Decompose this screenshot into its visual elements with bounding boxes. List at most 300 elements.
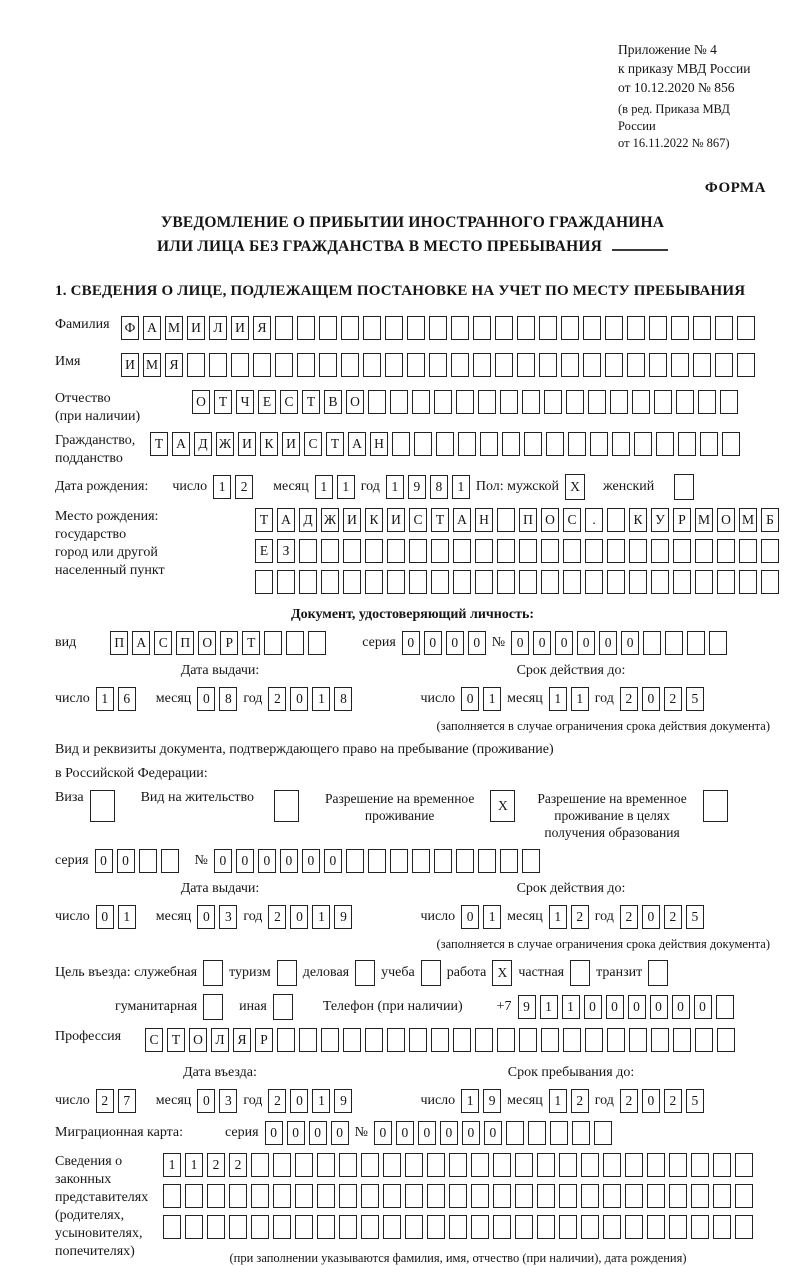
- char-box: 0: [290, 1089, 308, 1113]
- char-box: [500, 390, 518, 414]
- profession-row: [55, 1028, 770, 1059]
- box-group: [268, 1089, 352, 1113]
- char-box: 1: [483, 687, 501, 711]
- char-box: О: [198, 631, 216, 655]
- box-group: [192, 390, 738, 414]
- label: месяц: [155, 691, 192, 706]
- checkbox: [274, 790, 299, 822]
- residence-doc-intro-1: [55, 742, 770, 758]
- box-rows: [121, 316, 755, 347]
- ref-line: к приказу МВД России: [618, 61, 751, 76]
- char-box: Р: [220, 631, 238, 655]
- char-box: [590, 432, 608, 456]
- char-box: 0: [197, 687, 215, 711]
- box-group: [110, 631, 326, 655]
- label: год: [594, 691, 614, 706]
- char-box: 0: [424, 631, 442, 655]
- char-box: У: [651, 508, 669, 532]
- char-box: А: [277, 508, 295, 532]
- box-rows: [192, 390, 738, 426]
- char-box: 2: [229, 1153, 247, 1177]
- char-box: [537, 1184, 555, 1208]
- char-box: [563, 570, 581, 594]
- char-box: [229, 1215, 247, 1239]
- char-box: М: [165, 316, 183, 340]
- label: серия: [362, 635, 396, 650]
- char-box: [544, 390, 562, 414]
- char-box: [493, 1153, 511, 1177]
- char-box: 0: [236, 849, 254, 873]
- char-box: 0: [302, 849, 320, 873]
- label: Дата рождения:: [55, 479, 149, 494]
- box-group: [511, 631, 727, 655]
- char-box: [431, 1028, 449, 1052]
- char-box: А: [453, 508, 471, 532]
- char-box: 0: [197, 1089, 215, 1113]
- char-box: [737, 316, 755, 340]
- char-box: [299, 1028, 317, 1052]
- label: Цель въезда: служебная: [55, 965, 198, 980]
- char-box: [361, 1215, 379, 1239]
- char-box: [449, 1153, 467, 1177]
- char-box: 0: [468, 631, 486, 655]
- char-box: [493, 1215, 511, 1239]
- char-box: [339, 1153, 357, 1177]
- char-box: Я: [165, 353, 183, 377]
- char-box: [698, 390, 716, 414]
- char-box: 1: [96, 687, 114, 711]
- char-box: 0: [324, 849, 342, 873]
- char-box: 2: [664, 687, 682, 711]
- box-group: [674, 474, 694, 500]
- char-box: [295, 1215, 313, 1239]
- box-group: [203, 994, 223, 1020]
- char-box: 0: [197, 905, 215, 929]
- char-box: [647, 1184, 665, 1208]
- char-box: Ж: [216, 432, 234, 456]
- char-box: [299, 570, 317, 594]
- char-box: И: [238, 432, 256, 456]
- char-box: С: [280, 390, 298, 414]
- char-box: [185, 1184, 203, 1208]
- char-box: [412, 390, 430, 414]
- char-box: [363, 353, 381, 377]
- char-box: [209, 353, 227, 377]
- doc-dates-row: [55, 687, 770, 711]
- section-1-heading: 1. СВЕДЕНИЯ О ЛИЦЕ, ПОДЛЕЖАЩЕМ ПОСТАНОВКЕ НА УЧЕТ ПО МЕСТУ ПРЕБЫВАНИЯ: [55, 283, 746, 299]
- label: месяц: [155, 909, 192, 924]
- char-box: [647, 1215, 665, 1239]
- char-box: 1: [337, 475, 355, 499]
- label: серия: [225, 1125, 259, 1140]
- char-box: [495, 353, 513, 377]
- char-box: П: [176, 631, 194, 655]
- permit-validity-note: [55, 937, 770, 952]
- char-box: [585, 1028, 603, 1052]
- char-box: И: [343, 508, 361, 532]
- label: иная: [239, 999, 267, 1014]
- char-box: И: [231, 316, 249, 340]
- char-box: [651, 1028, 669, 1052]
- legal-representatives-row: [55, 1153, 770, 1266]
- purpose-extra-phone-row: [55, 994, 770, 1020]
- char-box: [185, 1215, 203, 1239]
- char-box: [297, 353, 315, 377]
- checkbox: [674, 474, 694, 500]
- char-box: [559, 1153, 577, 1177]
- char-box: Т: [167, 1028, 185, 1052]
- char-box: [429, 316, 447, 340]
- char-box: 3: [219, 905, 237, 929]
- char-box: [383, 1215, 401, 1239]
- label: число: [55, 691, 90, 706]
- char-box: 2: [571, 1089, 589, 1113]
- label: №: [194, 853, 208, 868]
- char-box: 1: [312, 905, 330, 929]
- char-box: [385, 316, 403, 340]
- char-box: 0: [290, 687, 308, 711]
- label: Место рождения: государство город или другой населенный пункт: [55, 509, 165, 578]
- char-box: О: [346, 390, 364, 414]
- label: Профессия: [55, 1029, 122, 1044]
- char-box: [506, 1121, 524, 1145]
- char-box: [643, 631, 661, 655]
- char-box: 0: [672, 995, 690, 1019]
- char-box: [295, 1153, 313, 1177]
- char-box: [161, 849, 179, 873]
- box-group: [90, 790, 115, 822]
- char-box: [139, 849, 157, 873]
- checkbox: [90, 790, 115, 822]
- label: Телефон (при наличии): [322, 999, 463, 1014]
- char-box: [713, 1153, 731, 1177]
- char-box: Я: [253, 316, 271, 340]
- char-box: [273, 1184, 291, 1208]
- char-box: А: [172, 432, 190, 456]
- char-box: [409, 1028, 427, 1052]
- char-box: 0: [694, 995, 712, 1019]
- entry-dates-heading: [55, 1065, 770, 1081]
- char-box: [317, 1153, 335, 1177]
- char-box: [673, 1028, 691, 1052]
- char-box: Т: [214, 390, 232, 414]
- box-group: [374, 1121, 612, 1145]
- char-box: 6: [118, 687, 136, 711]
- char-box: [365, 1028, 383, 1052]
- char-box: И: [282, 432, 300, 456]
- char-box: [566, 390, 584, 414]
- char-box: [559, 1184, 577, 1208]
- char-box: Ж: [321, 508, 339, 532]
- char-box: [651, 539, 669, 563]
- char-box: 1: [452, 475, 470, 499]
- box-group: [197, 1089, 237, 1113]
- box-group: [163, 1153, 753, 1177]
- char-box: [669, 1184, 687, 1208]
- box-group: [461, 1089, 501, 1113]
- char-box: [629, 570, 647, 594]
- char-box: 1: [549, 1089, 567, 1113]
- char-box: 0: [650, 995, 668, 1019]
- checkbox: [203, 960, 223, 986]
- char-box: [475, 539, 493, 563]
- char-box: [612, 432, 630, 456]
- char-box: 2: [268, 1089, 286, 1113]
- char-box: [497, 508, 515, 532]
- box-group: [274, 790, 299, 822]
- char-box: 0: [402, 631, 420, 655]
- char-box: [522, 390, 540, 414]
- char-box: [295, 1184, 313, 1208]
- box-group: [150, 432, 740, 456]
- entry-dates-row: [55, 1089, 770, 1113]
- char-box: О: [189, 1028, 207, 1052]
- char-box: 0: [265, 1121, 283, 1145]
- box-group: [96, 1089, 136, 1113]
- char-box: 2: [620, 905, 638, 929]
- box-group: [268, 687, 352, 711]
- char-box: Е: [258, 390, 276, 414]
- char-box: Л: [211, 1028, 229, 1052]
- char-box: К: [260, 432, 278, 456]
- char-box: [502, 432, 520, 456]
- label: год: [243, 691, 263, 706]
- box-group: [95, 849, 179, 873]
- char-box: [550, 1121, 568, 1145]
- box-group: [570, 960, 590, 986]
- char-box: Д: [299, 508, 317, 532]
- label: год: [243, 909, 263, 924]
- char-box: [519, 1028, 537, 1052]
- char-box: 1: [461, 1089, 479, 1113]
- char-box: [385, 353, 403, 377]
- char-box: [671, 316, 689, 340]
- char-box: [363, 316, 381, 340]
- label: (заполняется в случае ограничения срока действия документа): [436, 937, 770, 951]
- char-box: П: [110, 631, 128, 655]
- label: месяц: [507, 691, 543, 706]
- char-box: [493, 1184, 511, 1208]
- note: (при заполнении указываются фамилия, имя, отчество (при наличии), дата рождения): [229, 1251, 687, 1265]
- residence-doc-checkboxes: [55, 790, 770, 841]
- char-box: [583, 316, 601, 340]
- char-box: [405, 1184, 423, 1208]
- char-box: 9: [334, 905, 352, 929]
- char-box: [691, 1215, 709, 1239]
- char-box: 0: [484, 1121, 502, 1145]
- box-group: [703, 790, 728, 822]
- char-box: [715, 316, 733, 340]
- char-box: 5: [686, 1089, 704, 1113]
- title-line-2: ИЛИ ЛИЦА БЕЗ ГРАЖДАНСТВА В МЕСТО ПРЕБЫВАНИЯ: [55, 235, 770, 259]
- checkbox: [273, 994, 293, 1020]
- char-box: [515, 1153, 533, 1177]
- char-box: 2: [620, 1089, 638, 1113]
- char-box: [627, 316, 645, 340]
- char-box: [277, 570, 295, 594]
- char-box: С: [563, 508, 581, 532]
- char-box: [436, 432, 454, 456]
- char-box: Р: [673, 508, 691, 532]
- box-group: [265, 1121, 349, 1145]
- box-group: [492, 960, 512, 986]
- char-box: [339, 1215, 357, 1239]
- char-box: Т: [242, 631, 260, 655]
- char-box: 0: [628, 995, 646, 1019]
- char-box: [321, 539, 339, 563]
- box-rows: [163, 1153, 753, 1266]
- char-box: [407, 316, 425, 340]
- char-box: [519, 570, 537, 594]
- box-group: [273, 994, 293, 1020]
- char-box: [693, 353, 711, 377]
- label: число: [420, 909, 456, 924]
- char-box: [629, 539, 647, 563]
- char-box: [453, 1028, 471, 1052]
- label: Разрешение на временное проживание: [324, 791, 475, 823]
- char-box: 0: [96, 905, 114, 929]
- char-box: Н: [475, 508, 493, 532]
- char-box: [528, 1121, 546, 1145]
- label: месяц: [273, 479, 309, 494]
- migration-card-row: [55, 1121, 770, 1145]
- box-group: [315, 475, 355, 499]
- checkbox: X: [490, 790, 515, 822]
- char-box: И: [187, 316, 205, 340]
- label: Разрешение на временное проживание в целях получения образования: [537, 791, 687, 840]
- char-box: [537, 1215, 555, 1239]
- label: год: [594, 909, 614, 924]
- char-box: [456, 849, 474, 873]
- char-box: [541, 1028, 559, 1052]
- char-box: [275, 353, 293, 377]
- doc-validity-note: [55, 719, 770, 734]
- char-box: 0: [461, 687, 479, 711]
- char-box: [251, 1215, 269, 1239]
- label: Документ, удостоверяющий личность:: [290, 607, 535, 622]
- label: Фамилия: [55, 317, 110, 332]
- box-group: [461, 687, 501, 711]
- label: Вид и реквизиты документа, подтверждающего право на пребывание (проживание): [55, 742, 554, 757]
- box-group: [121, 353, 755, 377]
- char-box: [561, 353, 579, 377]
- label: число: [55, 909, 90, 924]
- label: частная: [518, 965, 565, 980]
- char-box: [695, 570, 713, 594]
- char-box: 1: [312, 1089, 330, 1113]
- char-box: [715, 353, 733, 377]
- char-box: [480, 432, 498, 456]
- char-box: [343, 570, 361, 594]
- patronymic-row: [55, 390, 770, 426]
- box-group: [96, 905, 136, 929]
- char-box: [392, 432, 410, 456]
- char-box: Т: [302, 390, 320, 414]
- char-box: 0: [599, 631, 617, 655]
- birth-place-row: [55, 508, 774, 601]
- char-box: [713, 1184, 731, 1208]
- char-box: [277, 1028, 295, 1052]
- char-box: [581, 1153, 599, 1177]
- char-box: [405, 1153, 423, 1177]
- label: Пол: мужской: [475, 479, 560, 494]
- char-box: 0: [331, 1121, 349, 1145]
- char-box: [434, 849, 452, 873]
- char-box: Т: [255, 508, 273, 532]
- char-box: [475, 570, 493, 594]
- box-group: [421, 960, 441, 986]
- label: год: [360, 479, 380, 494]
- char-box: 1: [386, 475, 404, 499]
- char-box: 2: [620, 687, 638, 711]
- char-box: [497, 570, 515, 594]
- checkbox: [203, 994, 223, 1020]
- label: число: [420, 1093, 456, 1108]
- box-group: [214, 849, 540, 873]
- char-box: [163, 1184, 181, 1208]
- char-box: А: [132, 631, 150, 655]
- box-group: [255, 570, 779, 594]
- char-box: 0: [555, 631, 573, 655]
- char-box: [251, 1184, 269, 1208]
- label: месяц: [507, 1093, 543, 1108]
- box-group: [620, 1089, 704, 1113]
- char-box: [629, 1028, 647, 1052]
- char-box: 0: [642, 905, 660, 929]
- box-group: [203, 960, 223, 986]
- char-box: А: [143, 316, 161, 340]
- checkbox: X: [492, 960, 512, 986]
- char-box: [387, 570, 405, 594]
- label: вид: [55, 635, 77, 650]
- char-box: С: [304, 432, 322, 456]
- box-group: [549, 1089, 589, 1113]
- char-box: [207, 1215, 225, 1239]
- char-box: Т: [431, 508, 449, 532]
- char-box: В: [324, 390, 342, 414]
- char-box: Я: [233, 1028, 251, 1052]
- char-box: [471, 1215, 489, 1239]
- label: Дата выдачи:: [180, 881, 260, 896]
- char-box: [407, 353, 425, 377]
- label: число: [55, 1093, 90, 1108]
- char-box: [651, 570, 669, 594]
- char-box: 8: [430, 475, 448, 499]
- box-rows: [255, 508, 779, 601]
- char-box: М: [739, 508, 757, 532]
- char-box: М: [695, 508, 713, 532]
- char-box: [497, 539, 515, 563]
- char-box: [361, 1184, 379, 1208]
- char-box: 0: [258, 849, 276, 873]
- char-box: [471, 1184, 489, 1208]
- char-box: [539, 316, 557, 340]
- box-group: [461, 905, 501, 929]
- char-box: 0: [440, 1121, 458, 1145]
- char-box: [321, 1028, 339, 1052]
- char-box: [739, 539, 757, 563]
- char-box: [563, 1028, 581, 1052]
- char-box: [647, 1153, 665, 1177]
- label: №: [354, 1125, 368, 1140]
- char-box: И: [121, 353, 139, 377]
- label: +7: [496, 999, 512, 1014]
- char-box: [605, 353, 623, 377]
- surname-row: [55, 316, 770, 347]
- box-group: [121, 316, 755, 340]
- char-box: [517, 316, 535, 340]
- char-box: 0: [309, 1121, 327, 1145]
